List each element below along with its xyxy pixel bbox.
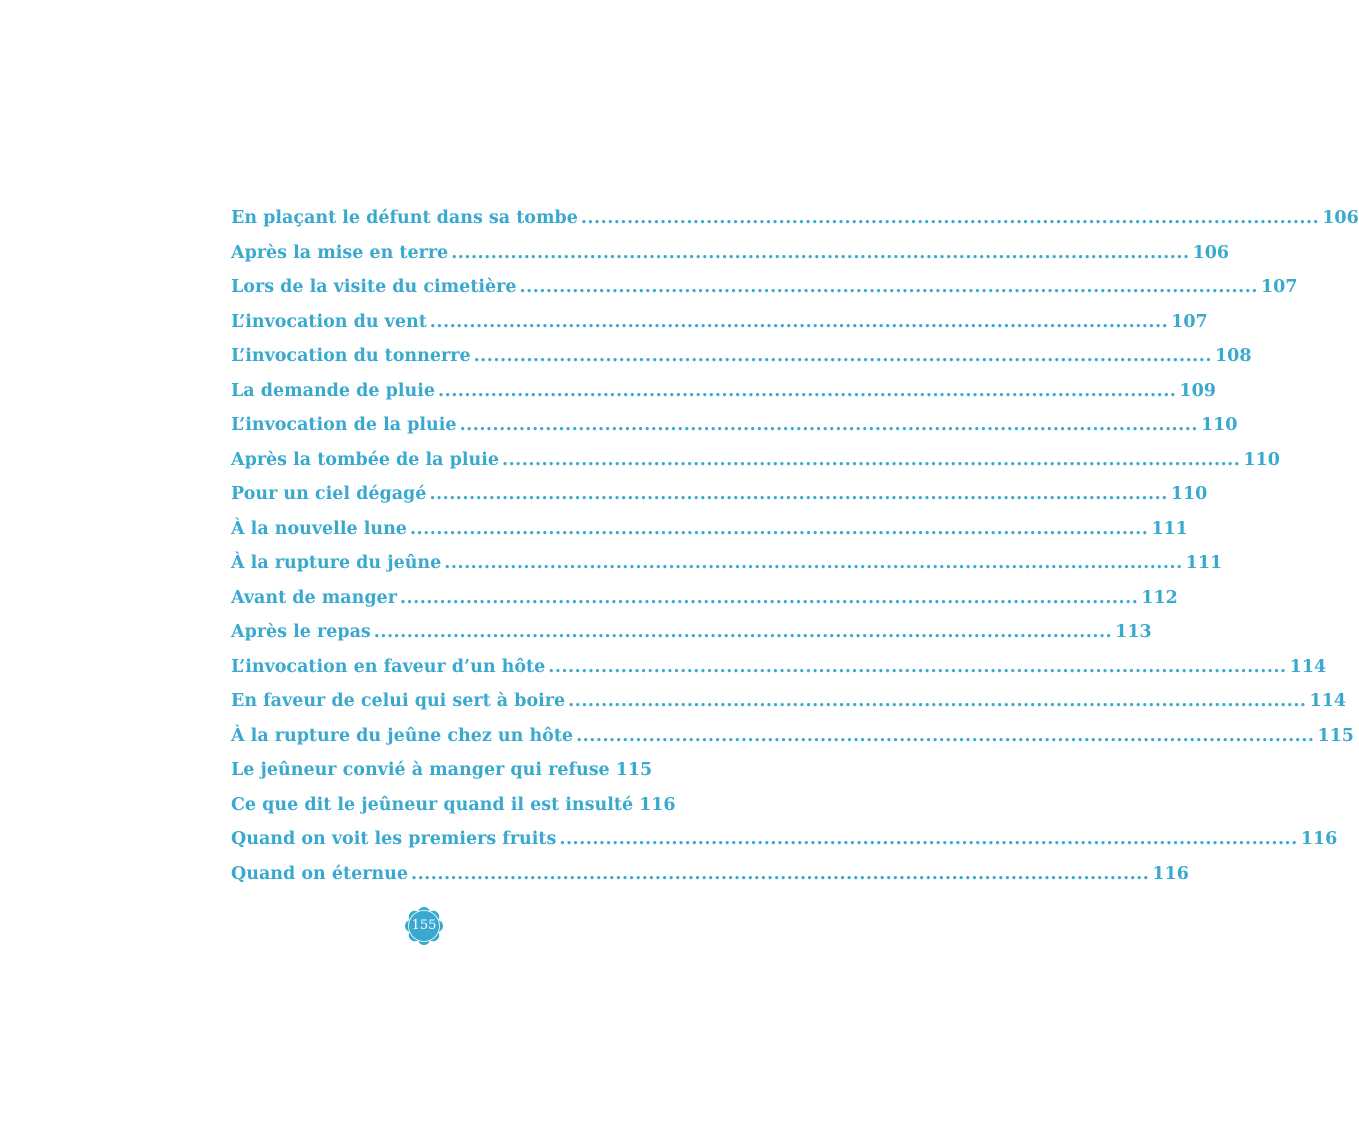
toc-entry-page: 116 [1300,829,1338,849]
dot-leader [451,243,1189,263]
toc-entry[interactable] [231,449,1280,485]
dot-leader [576,726,1314,746]
toc-entry-label: La demande de pluie [231,380,436,401]
toc-entry[interactable] [231,794,676,830]
toc-entry-page: 106 [1322,208,1359,228]
toc-entry[interactable] [231,691,1347,726]
dot-leader [438,381,1176,401]
toc-entry-label: L’invocation du vent [231,311,427,332]
toc-entry-page: 114 [1289,656,1327,677]
toc-entry-label: L’invocation en faveur d’un hôte [231,656,546,677]
toc-entry-page: 107 [1260,277,1298,297]
dot-leader [411,864,1149,884]
toc-entry-page: 107 [1171,311,1208,332]
toc-entry-label: Après le repas [231,622,371,642]
dot-leader [430,312,1168,332]
toc-entry-page: 110 [1243,449,1280,470]
toc-entry-label: Avant de manger [231,587,397,608]
dot-leader [568,691,1306,711]
toc-entry[interactable] [231,863,1189,899]
toc-entry-page: 113 [1115,622,1152,642]
toc-entry-label: Ce que dit le jeûneur quand il est insulté [231,794,634,815]
toc-entry-label: À la nouvelle lune [231,518,407,539]
toc-entry-page: 108 [1214,346,1252,366]
toc-entry-page: 116 [1152,863,1189,884]
toc-entry-label: En faveur de celui qui sert à boire [231,691,566,711]
toc-entry-page: 110 [1170,484,1208,504]
toc-entry-label: En plaçant le défunt dans sa tombe [231,208,578,228]
toc-entry-page: 115 [615,760,653,780]
page-number: 155 [411,918,437,933]
toc-entry-label: Après la mise en terre [231,242,449,263]
toc-entry[interactable] [231,656,1327,692]
toc-entry[interactable] [231,622,1152,657]
toc-entry[interactable] [231,484,1208,519]
table-of-contents [231,208,1359,898]
toc-entry-label: Après la tombée de la pluie [231,449,499,470]
toc-entry[interactable] [231,415,1238,450]
toc-entry-page: 114 [1309,691,1347,711]
toc-entry-label: Quand on éternue [231,863,408,884]
dot-leader [548,657,1286,677]
toc-entry-label: À la rupture du jeûne [231,553,442,573]
toc-entry-page: 115 [1317,725,1354,746]
toc-entry[interactable] [231,346,1252,381]
toc-entry[interactable] [231,587,1178,623]
toc-entry-label: L’invocation du tonnerre [231,346,471,366]
toc-entry-label: Pour un ciel dégagé [231,484,427,504]
toc-entry[interactable] [231,242,1230,278]
dot-leader [444,553,1182,573]
dot-leader [559,829,1297,849]
toc-entry[interactable] [231,829,1338,864]
toc-entry[interactable] [231,380,1216,416]
toc-entry-page: 110 [1200,415,1238,435]
toc-entry-page: 111 [1185,553,1223,573]
toc-entry[interactable] [231,518,1188,554]
dot-leader [474,346,1212,366]
dot-leader [374,622,1112,642]
dot-leader [400,588,1138,608]
dot-leader [460,415,1198,435]
toc-entry-page: 111 [1151,518,1188,539]
toc-entry[interactable] [231,311,1208,347]
dot-leader [502,450,1240,470]
toc-entry-label: À la rupture du jeûne chez un hôte [231,725,574,746]
dot-leader [410,519,1148,539]
dot-leader [581,208,1319,228]
toc-entry-page: 112 [1141,587,1178,608]
toc-entry-label: Quand on voit les premiers fruits [231,829,557,849]
toc-entry-page: 116 [639,794,676,815]
toc-entry-page: 109 [1179,380,1216,401]
dot-leader [520,277,1258,297]
page-number-badge [404,906,444,946]
toc-entry-label: L’invocation de la pluie [231,415,457,435]
toc-entry[interactable] [231,725,1354,761]
toc-entry[interactable] [231,553,1223,588]
toc-entry-label: Lors de la visite du cimetière [231,277,517,297]
toc-entry[interactable] [231,760,653,795]
toc-entry-label: Le jeûneur convié à manger qui refuse [231,760,610,780]
toc-entry-page: 106 [1192,242,1230,263]
dot-leader [429,484,1167,504]
toc-entry[interactable] [231,277,1298,312]
toc-entry[interactable] [231,208,1359,243]
